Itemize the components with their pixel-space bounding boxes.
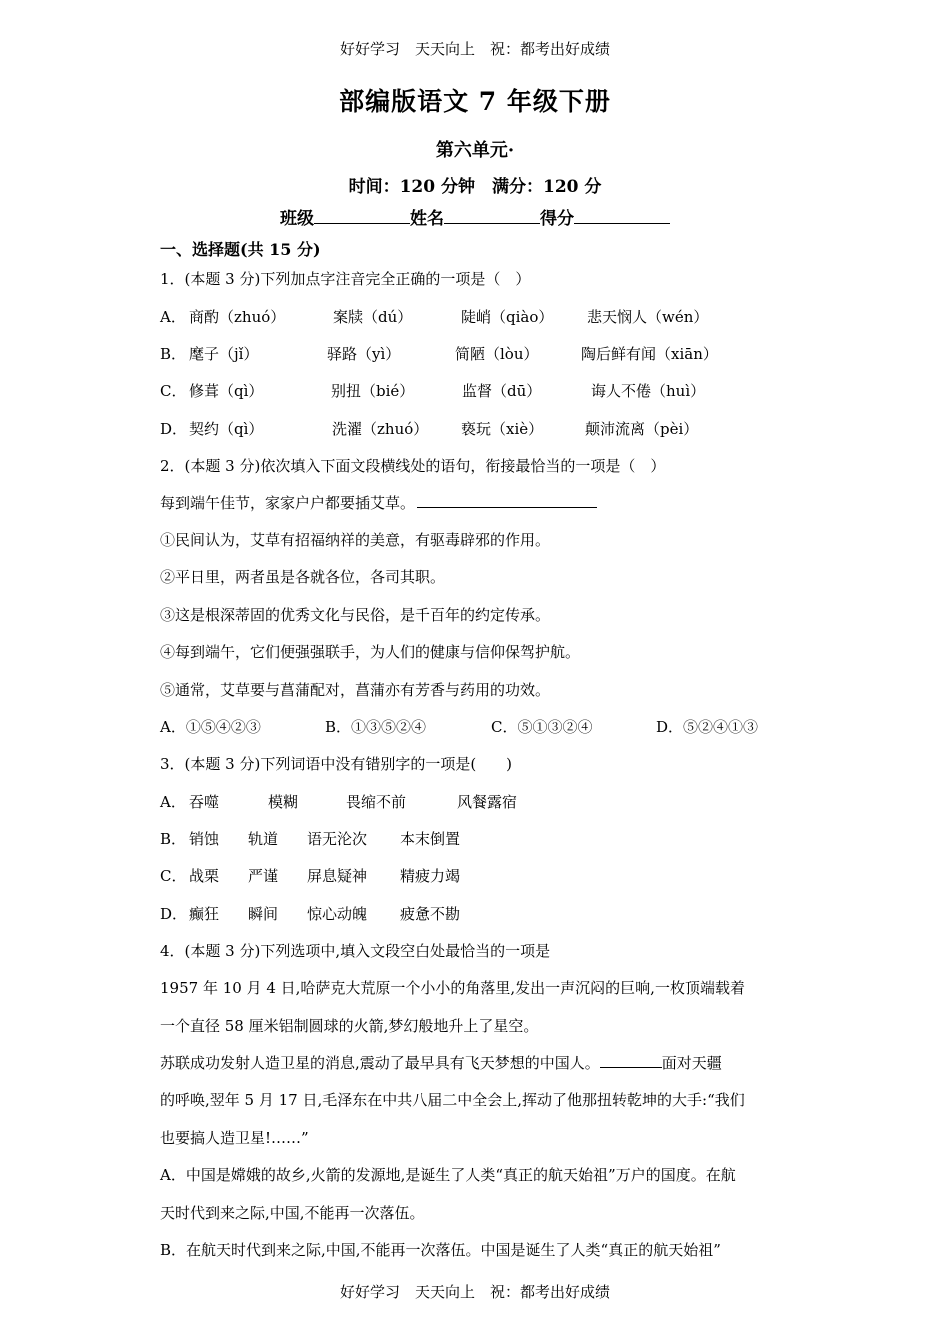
time-score: 时间：120 分钟 满分：120 分	[348, 177, 602, 197]
option-item: 麾子（jǐ）	[189, 345, 259, 363]
option-item: 风餐露宿	[457, 793, 518, 811]
option-item: 修葺（qì）	[189, 382, 264, 400]
option-item: 简陋（lòu）	[455, 345, 539, 363]
q2-answer-row	[0, 716, 950, 736]
q4-passage-line: 1957 年 10 月 4 日,哈萨克大荒原一个小小的角落里,发出一声沉闷的巨响,一枚顶端载着	[160, 979, 745, 997]
option-item: 陶后鲜有闻（xiān）	[581, 345, 718, 363]
option-letter: A．	[160, 308, 186, 326]
option-item: 语无沦次	[307, 830, 368, 848]
q4-option-b[interactable]: B．在航天时代到来之际,中国,不能再一次落伍。中国是诞生了人类“真正的航天始祖”	[160, 1241, 721, 1259]
q4-passage-line: 的呼唤,翌年 5 月 17 日,毛泽东在中共八届二中全会上,挥动了他那扭转乾坤的大手:“我们	[160, 1091, 745, 1109]
q2-answer-b[interactable]: B．①③⑤②④	[325, 718, 427, 736]
option-item: 洗濯（zhuó）	[332, 420, 429, 438]
option-item: 悲天悯人（wén）	[587, 308, 709, 326]
option-letter: C．	[160, 867, 187, 885]
q2-stem: 2．(本题 3 分)依次填入下面文段横线处的语句，衔接最恰当的一项是（ ）	[160, 457, 666, 475]
q3-stem: 3．(本题 3 分)下列词语中没有错别字的一项是( )	[160, 755, 513, 773]
option-letter: A．	[160, 793, 186, 811]
class-label: 班级	[280, 209, 314, 229]
option-item: 畏缩不前	[346, 793, 407, 811]
option-letter: B．	[160, 830, 187, 848]
option-item: 别扭（bié）	[331, 382, 415, 400]
score-label: 得分	[540, 209, 574, 229]
q2-sentence: ③这是根深蒂固的优秀文化与民俗，是千百年的约定传承。	[160, 606, 551, 624]
option-item: 疲惫不勘	[400, 905, 461, 923]
option-item: 精疲力竭	[400, 867, 461, 885]
option-item: 屏息疑神	[307, 867, 368, 885]
q1-option-a[interactable]	[0, 306, 950, 326]
q4-passage-text: 面对天疆	[661, 1054, 722, 1072]
q4-passage-text: 苏联成功发射人造卫星的消息,震动了最早具有飞天梦想的中国人。	[160, 1054, 600, 1072]
option-letter: D．	[160, 905, 188, 923]
option-item: 案牍（dú）	[333, 308, 413, 326]
q3-option-a[interactable]	[0, 791, 950, 811]
option-letter: D．	[160, 420, 188, 438]
q4-passage-line: 也要搞人造卫星!……”	[160, 1129, 309, 1147]
option-item: 轨道	[248, 830, 279, 848]
q1-option-c[interactable]	[0, 380, 950, 400]
score-blank[interactable]	[574, 208, 670, 224]
option-letter: B．	[160, 345, 187, 363]
q1-stem: 1．(本题 3 分)下列加点字注音完全正确的一项是（ ）	[160, 270, 531, 288]
option-item: 瞬间	[248, 905, 279, 923]
page-title: 部编版语文 7 年级下册	[339, 87, 611, 116]
q2-passage-line	[160, 492, 597, 513]
option-item: 颠沛流离（pèi）	[585, 420, 699, 438]
option-item: 亵玩（xiè）	[461, 420, 544, 438]
q2-answer-d[interactable]: D．⑤②④①③	[656, 718, 759, 736]
q4-option-a-cont: 天时代到来之际,中国,不能再一次落伍。	[160, 1204, 425, 1222]
q3-option-d[interactable]	[0, 903, 950, 923]
q2-answer-a[interactable]: A．①⑤④②③	[160, 718, 261, 736]
q2-answer-blank[interactable]	[417, 493, 597, 508]
q2-sentence: ①民间认为，艾草有招福纳祥的美意，有驱毒辟邪的作用。	[160, 531, 551, 549]
q4-option-a[interactable]: A．中国是嫦娥的故乡,火箭的发源地,是诞生了人类“真正的航天始祖”万户的国度。在航	[160, 1166, 736, 1184]
unit-title: 第六单元·	[435, 140, 515, 161]
q2-sentence: ②平日里，两者虽是各就各位，各司其职。	[160, 568, 446, 586]
option-item: 模糊	[268, 793, 299, 811]
q2-answer-c[interactable]: C．⑤①③②④	[491, 718, 593, 736]
section-heading: 一、选择题(共 15 分)	[160, 240, 321, 259]
class-blank[interactable]	[314, 208, 410, 224]
option-letter: C．	[160, 382, 187, 400]
q3-option-c[interactable]	[0, 865, 950, 885]
q2-sentence: ④每到端午，它们便强强联手，为人们的健康与信仰保驾护航。	[160, 643, 581, 661]
option-item: 严谨	[248, 867, 279, 885]
q3-option-b[interactable]	[0, 828, 950, 848]
option-item: 吞噬	[189, 793, 220, 811]
option-item: 诲人不倦（huì）	[591, 382, 706, 400]
name-blank[interactable]	[444, 208, 540, 224]
option-item: 战栗	[189, 867, 220, 885]
header-motto: 好好学习 天天向上 祝：都考出好成绩	[339, 40, 610, 58]
option-item: 驿路（yì）	[327, 345, 401, 363]
name-label: 姓名	[410, 209, 444, 229]
q4-passage-line	[160, 1052, 722, 1073]
option-item: 癫狂	[189, 905, 220, 923]
q4-stem: 4．(本题 3 分)下列选项中,填入文段空白处最恰当的一项是	[160, 942, 551, 960]
q4-passage-line: 一个直径 58 厘米铝制圆球的火箭,梦幻般地升上了星空。	[160, 1017, 539, 1035]
q1-option-b[interactable]	[0, 343, 950, 363]
option-item: 监督（dū）	[462, 382, 542, 400]
option-item: 本末倒置	[400, 830, 461, 848]
option-item: 商酌（zhuó）	[189, 308, 286, 326]
option-item: 销蚀	[189, 830, 220, 848]
footer-motto: 好好学习 天天向上 祝：都考出好成绩	[339, 1283, 610, 1301]
option-item: 惊心动魄	[307, 905, 368, 923]
q2-sentence: ⑤通常，艾草要与菖蒲配对，菖蒲亦有芳香与药用的功效。	[160, 681, 551, 699]
option-item: 契约（qì）	[189, 420, 264, 438]
option-item: 陡峭（qiào）	[461, 308, 554, 326]
student-info-line	[0, 204, 950, 229]
q1-option-d[interactable]	[0, 418, 950, 438]
q2-passage: 每到端午佳节，家家户户都要插艾草。	[160, 494, 416, 512]
q4-answer-blank[interactable]	[600, 1053, 662, 1068]
